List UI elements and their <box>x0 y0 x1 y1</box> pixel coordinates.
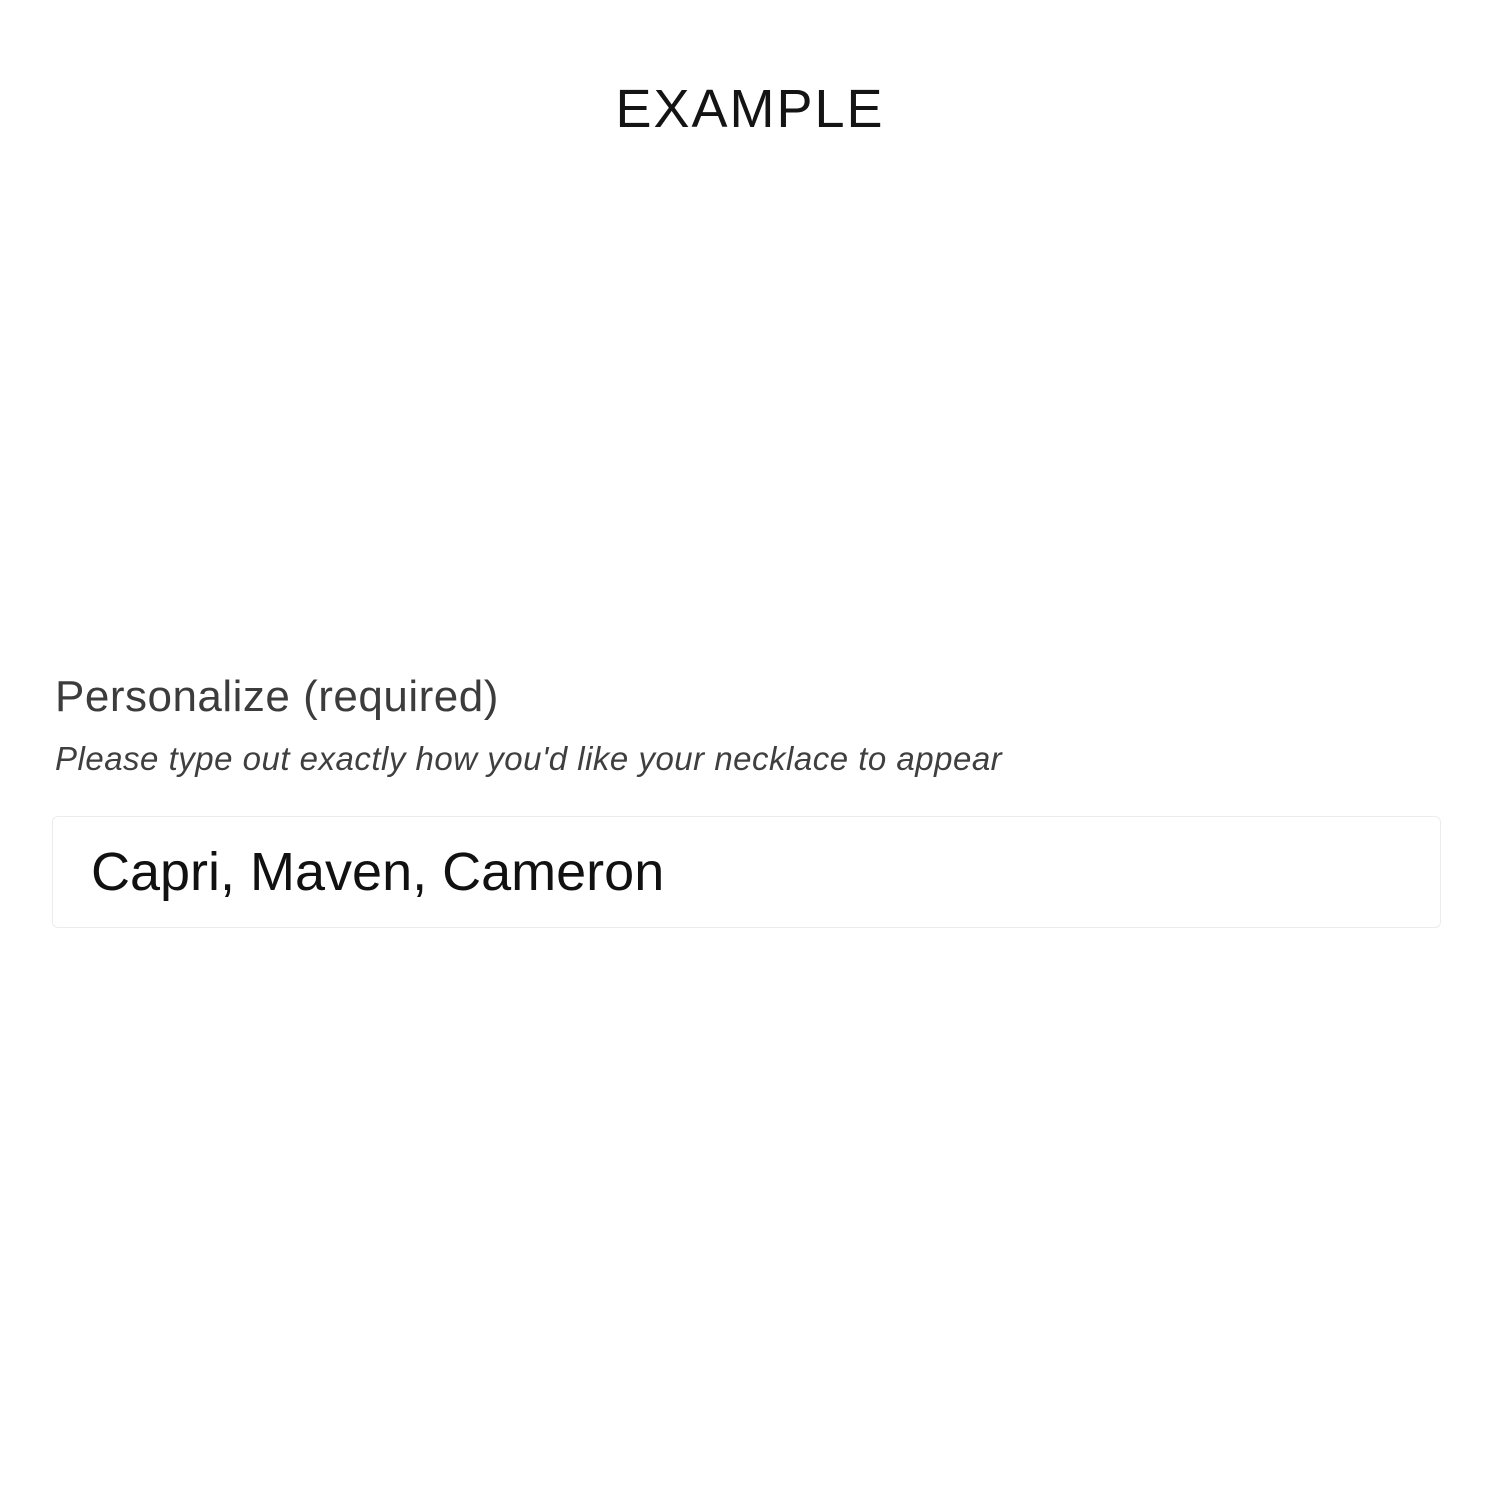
example-title: EXAMPLE <box>615 79 885 139</box>
personalize-input[interactable] <box>52 816 1441 928</box>
personalize-field-label: Personalize (required) <box>55 672 499 721</box>
personalize-field-helper: Please type out exactly how you'd like your necklace to appear <box>55 740 1003 777</box>
